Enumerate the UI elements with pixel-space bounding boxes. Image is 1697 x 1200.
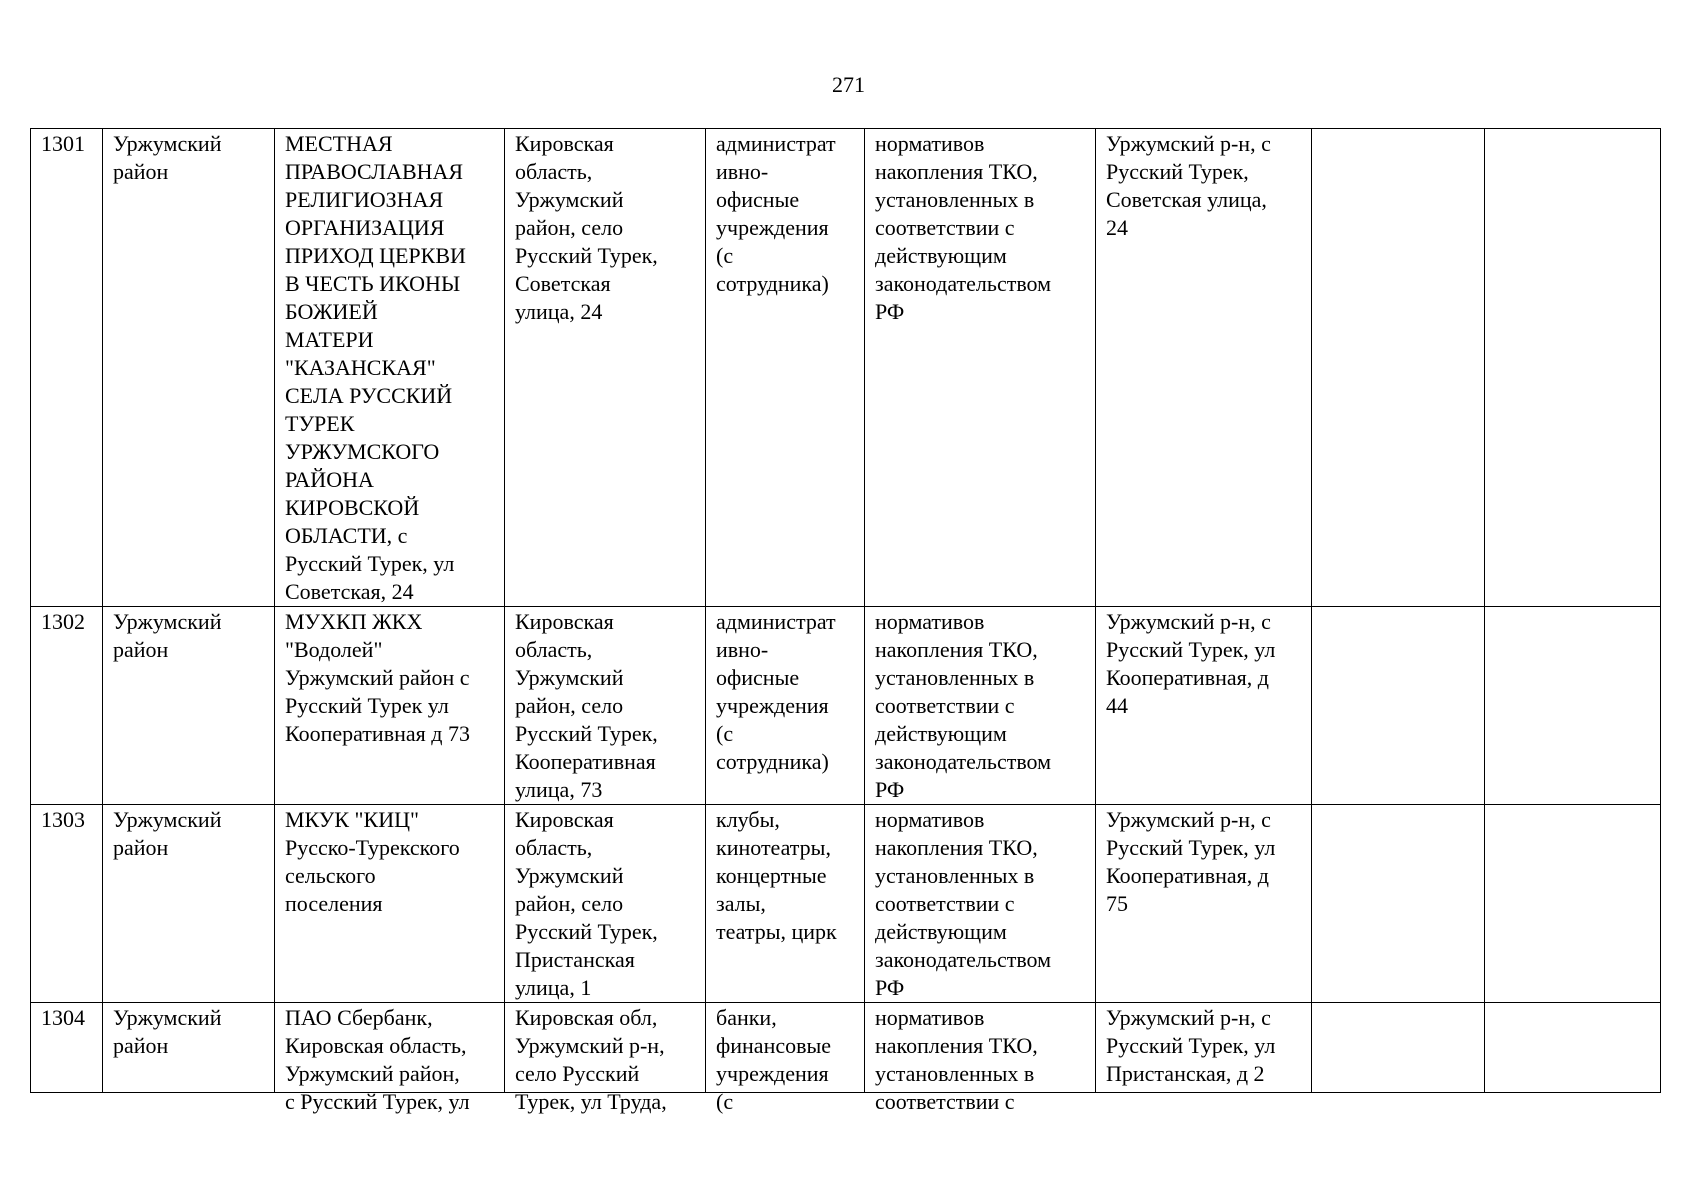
norm-cell: нормативов накопления ТКО, установленных в соответствии с действующим законодательством РФ [865, 607, 1096, 805]
organization-cell: МЕСТНАЯ ПРАВОСЛАВНАЯ РЕЛИГИОЗНАЯ ОРГАНИЗАЦИЯ ПРИХОД ЦЕРКВИ В ЧЕСТЬ ИКОНЫ БОЖИЕЙ МАТЕРИ "КАЗАНСКАЯ" СЕЛА РУССКИЙ ТУРЕК УРЖУМСКОГО РАЙОНА КИРОВСКОЙ ОБЛАСТИ, с Русский Турек, ул Советская, 24 [275, 129, 505, 607]
norm-cell: нормативов накопления ТКО, установленных в соответствии с [865, 1003, 1096, 1093]
registry-table [30, 128, 1661, 1114]
empty-cell [1485, 1003, 1661, 1093]
category-cell: клубы, кинотеатры, концертные залы, театры, цирк [706, 805, 865, 1003]
empty-cell [1312, 805, 1485, 1003]
waste-site-cell: Уржумский р-н, с Русский Турек, Советская улица, 24 [1096, 129, 1312, 607]
district-cell: Уржумский район [103, 607, 275, 805]
empty-cell [1312, 607, 1485, 805]
norm-cell: нормативов накопления ТКО, установленных в соответствии с действующим законодательством РФ [865, 805, 1096, 1003]
organization-cell: МКУК "КИЦ" Русско-Турекского сельского поселения [275, 805, 505, 1003]
row-number-cell: 1304 [31, 1003, 103, 1093]
district-cell: Уржумский район [103, 1003, 275, 1093]
waste-site-cell: Уржумский р-н, с Русский Турек, ул Пристанская, д 2 [1096, 1003, 1312, 1093]
row-number-cell: 1303 [31, 805, 103, 1003]
district-cell: Уржумский район [103, 129, 275, 607]
address-cell: Кировская область, Уржумский район, село Русский Турек, Советская улица, 24 [505, 129, 706, 607]
empty-cell [1485, 805, 1661, 1003]
table-row [31, 129, 1661, 607]
row-number-cell: 1301 [31, 129, 103, 607]
row-number-cell: 1302 [31, 607, 103, 805]
empty-cell [1485, 607, 1661, 805]
table-row [31, 607, 1661, 805]
waste-site-cell: Уржумский р-н, с Русский Турек, ул Кооперативная, д 44 [1096, 607, 1312, 805]
address-cell: Кировская обл, Уржумский р-н, село Русский Турек, ул Труда, [505, 1003, 706, 1093]
category-cell: администрат ивно- офисные учреждения (с сотрудника) [706, 607, 865, 805]
organization-cell: МУХКП ЖКХ "Водолей" Уржумский район с Русский Турек ул Кооперативная д 73 [275, 607, 505, 805]
empty-cell [1485, 129, 1661, 607]
empty-cell [1312, 129, 1485, 607]
table-row [31, 805, 1661, 1003]
district-cell: Уржумский район [103, 805, 275, 1003]
page-number: 271 [832, 72, 865, 97]
empty-cell [1312, 1003, 1485, 1093]
category-cell: банки, финансовые учреждения (с [706, 1003, 865, 1093]
organization-cell: ПАО Сбербанк, Кировская область, Уржумский район, с Русский Турек, ул [275, 1003, 505, 1093]
norm-cell: нормативов накопления ТКО, установленных в соответствии с действующим законодательством РФ [865, 129, 1096, 607]
category-cell: администрат ивно- офисные учреждения (с сотрудника) [706, 129, 865, 607]
address-cell: Кировская область, Уржумский район, село Русский Турек, Кооперативная улица, 73 [505, 607, 706, 805]
address-cell: Кировская область, Уржумский район, село Русский Турек, Пристанская улица, 1 [505, 805, 706, 1003]
waste-site-cell: Уржумский р-н, с Русский Турек, ул Кооперативная, д 75 [1096, 805, 1312, 1003]
table-row [31, 1003, 1661, 1093]
